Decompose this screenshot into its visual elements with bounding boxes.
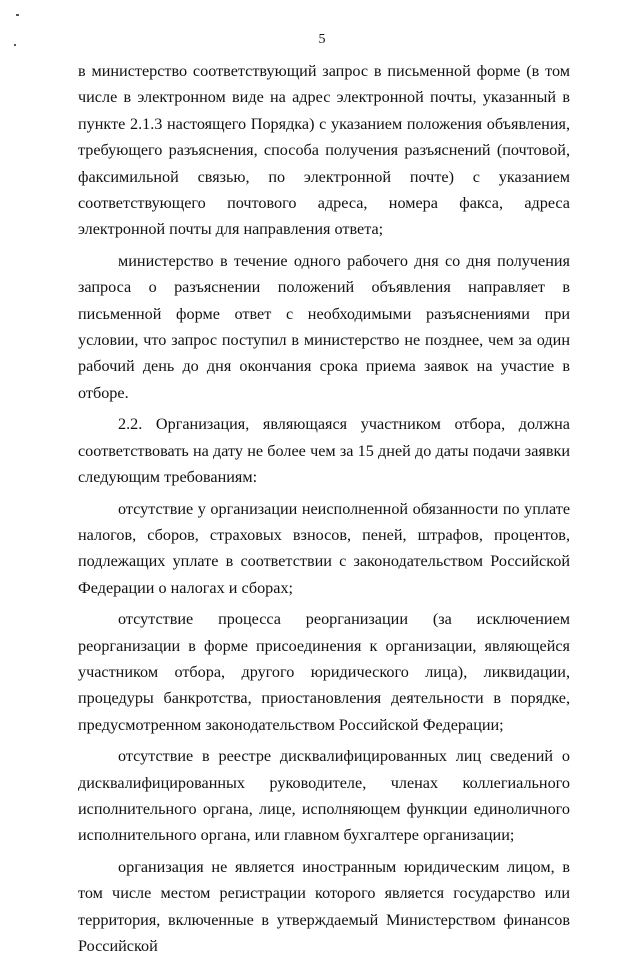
page-number: 5 xyxy=(318,32,326,47)
scan-artifact xyxy=(16,14,19,16)
paragraph-requirement-disqualified: отсутствие в реестре дисквалифицированных лиц сведений о дисквалифицированных руководителе, членах коллегиального исполнительного органа, лице, исполняющем функции единоличного исполнительного органа, или главном бухгалтере организации; xyxy=(78,747,570,845)
paragraph-requirement-reorganization: отсутствие процесса реорганизации (за исключением реорганизации в форме присоединения к организации, являющейся участником отбора, другого юридического лица), ликвидации, процедуры банкротства, приостановления деятельности в порядке, предусмотренном законодательством Российской Федерации; xyxy=(78,610,570,734)
paragraph-ministry-response: министерство в течение одного рабочего дня со дня получения запроса о разъяснении положений объявления направляет в письменной форме ответ с необходимыми разъяснениями при условии, что запрос поступил в министерство не позднее, чем за один рабочий день до дня окончания срока приема заявок на участие в отборе. xyxy=(78,251,570,402)
paragraph-section-2-2: 2.2. Организация, являющаяся участником отбора, должна соответствовать на дату не более чем за 15 дней до даты подачи заявки следующим требованиям: xyxy=(78,415,570,487)
paragraph-request-continuation: в министерство соответствующий запрос в письменной форме (в том числе в электронном виде на адрес электронной почты, указанный в пункте 2.1.3 настоящего Порядка) с указанием положения объявления, требующего разъяснения, способа получения разъяснений (почтовой, факсимильной связью, по электронной почте) с указанием соответствующего почтового адреса, номера факса, адреса электронной почты для направления ответа; xyxy=(78,62,570,239)
body-text xyxy=(78,58,570,964)
paragraph-requirement-foreign-entity: организация не является иностранным юридическим лицом, в том числе местом регистрации которого является государство или территория, включенные в утверждаемый Министерством финансов Российской xyxy=(78,857,570,955)
paragraph-requirement-taxes: отсутствие у организации неисполненной обязанности по уплате налогов, сборов, страховых взносов, пеней, штрафов, процентов, подлежащих уплате в соответствии с законодательством Российской Федерации о налогах и сборах; xyxy=(78,499,570,597)
